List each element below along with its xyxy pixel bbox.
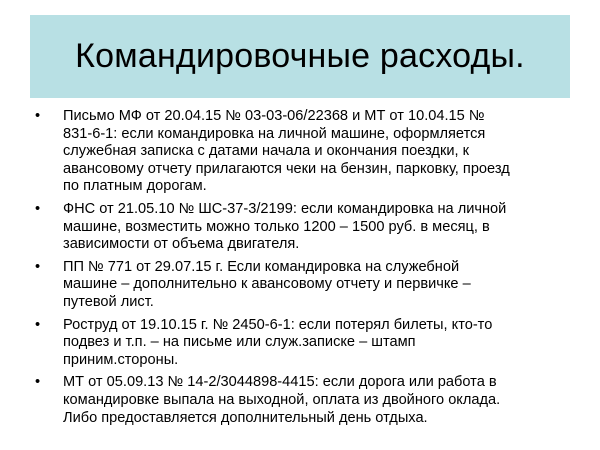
bullet-item [30, 374, 570, 427]
bullet-dot-icon: • [35, 374, 41, 391]
bullet-item [30, 259, 570, 312]
bullet-item [30, 201, 570, 254]
bullet-text-line: командировке выпала на выходной, оплата из двойного оклада. [63, 391, 501, 408]
bullet-text-line: подвез и т.п. – на письме или служ.записке – штамп [63, 334, 416, 351]
bullet-text-line: Письмо МФ от 20.04.15 № 03-03-06/22368 и МТ от 10.04.15 № [63, 108, 485, 124]
bullet-text-line: путевой лист. [63, 293, 154, 310]
bullet-dot-icon: • [35, 258, 41, 275]
bullet-text-line: зависимости от объема двигателя. [63, 236, 300, 253]
bullet-text-line: приним.стороны. [63, 351, 179, 368]
slide-title: Командировочные расходы. [75, 37, 525, 75]
bullet-text-line: машине – дополнительно к авансовому отчету и первичке – [63, 276, 471, 293]
bullet-list [30, 108, 570, 432]
bullet-text-line: Либо предоставляется дополнительный день отдыха. [63, 409, 428, 426]
bullet-text-line: машине, возместить можно только 1200 – 1500 руб. в месяц, в [63, 218, 490, 235]
bullet-text-line: МТ от 05.09.13 № 14-2/3044898-4415: если дорога или работа в [63, 374, 497, 391]
bullet-text-line: по платным дорогам. [63, 178, 207, 195]
bullet-dot-icon: • [35, 108, 41, 124]
bullet-dot-icon: • [35, 200, 41, 217]
bullet-item [30, 108, 570, 196]
bullet-text-line: ФНС от 21.05.10 № ШС-37-3/2199: если командировка на личной [63, 200, 507, 217]
bullet-item [30, 317, 570, 370]
title-bar [30, 15, 570, 98]
bullet-text-line: Роструд от 19.10.15 г. № 2450-6-1: если потерял билеты, кто-то [63, 316, 493, 333]
bullet-dot-icon: • [35, 316, 41, 333]
bullet-text-line: служебная записка с датами начала и окончания поездки, к [63, 143, 469, 160]
bullet-text-line: авансовому отчету прилагаются чеки на бензин, парковку, проезд [63, 160, 510, 177]
bullet-text-line: 831-6-1: если командировка на личной машине, оформляется [63, 125, 486, 142]
bullet-text-line: ПП № 771 от 29.07.15 г. Если командировка на служебной [63, 258, 460, 275]
